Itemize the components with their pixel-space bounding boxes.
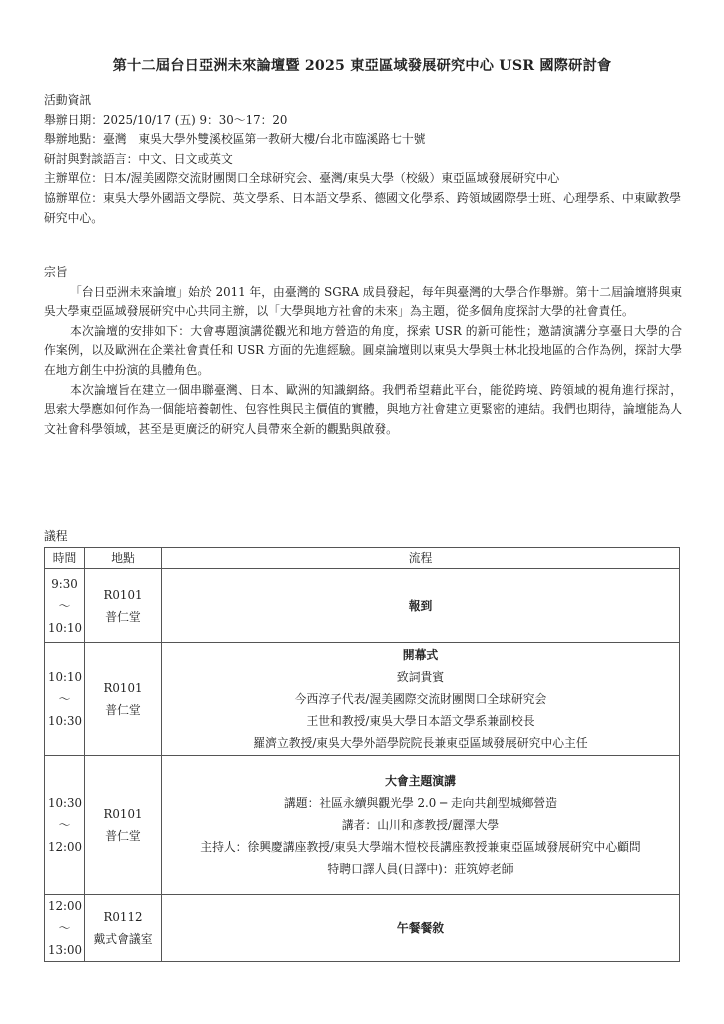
purpose-heading: 宗旨 [44,265,68,279]
location-cell [85,895,162,962]
flow-cell [162,756,680,895]
end-time: 10:30 [48,714,82,728]
column-header-flow: 流程 [162,548,680,569]
event-date: 舉辦日期：2025/10/17 (五) 9：30～17：20 [44,112,288,127]
flow-cell [162,643,680,756]
event-co-organizer: 協辦單位：東吳大學外國語文學院、英文學系、日本語文學系、德國文化學系、跨領域國際學士班、心理學系、中東歐教學研究中心。 [44,190,682,225]
room-number: R0101 [103,587,143,602]
location-cell [85,756,162,895]
time-separator: ～ [58,598,71,613]
time-cell [45,569,85,643]
end-time: 10:10 [48,620,82,635]
session-line: 羅濟立教授/東吳大學外語學院院長兼東亞區域發展研究中心主任 [253,736,588,750]
session-title: 大會主題演講 [385,774,456,788]
event-info-section [44,91,684,228]
start-time: 10:30 [48,796,82,810]
purpose-paragraph: 本次論壇的安排如下：大會專題演講從觀光和地方營造的角度，探索 USR 的新可能性；邀請演講分享臺日大學的合作案例，以及歐洲在企業社會責任和 USR 方面的先進經驗。圓桌論壇則以東吳大學與士林北投地區的合作為例，探討大學在地方創生中扮演的具體角色。 [44,323,682,377]
start-time: 12:00 [48,899,82,913]
location-cell [85,643,162,756]
session-line: 講者：山川和彥教授/麗澤大學 [341,818,500,832]
table-row [45,643,680,756]
session-line: 致詞貴賓 [396,670,445,684]
flow-cell [162,569,680,643]
agenda-table [44,547,680,962]
session-title: 午餐餐敘 [396,921,445,935]
end-time: 13:00 [48,943,82,957]
time-separator: ～ [58,921,71,935]
room-name: 普仁堂 [105,703,141,717]
session-line: 今西淳子代表/渥美國際交流財團関口全球研究会 [294,692,547,706]
room-number: R0112 [103,910,143,924]
time-cell [45,895,85,962]
time-separator: ～ [58,692,71,706]
session-line: 特聘口譯人員(日譯中)：莊筑婷老師 [327,862,514,876]
time-cell [45,756,85,895]
room-name: 戴式會議室 [93,932,153,946]
purpose-paragraph: 「台日亞洲未來論壇」始於 2011 年，由臺灣的 SGRA 成員發起，每年與臺灣的大學合作舉辦。第十二屆論壇將與東吳大學東亞區域發展研究中心共同主辦，以「大學與地方社會的未來」為主題，從多個角度探討大學的社會責任。 [44,284,682,319]
purpose-paragraph: 本次論壇旨在建立一個串聯臺灣、日本、歐洲的知識網絡。我們希望藉此平台，能從跨境、跨領域的視角進行探討，思索大學應如何作為一個能培養韌性、包容性與民主價值的實體，與地方社會建立更緊密的連結。我們也期待，論壇能為人文社會科學領域，甚至是更廣泛的研究人員帶來全新的觀點與啟發。 [44,382,682,436]
session-line: 講題：社區永續與觀光學 2.0 ─ 走向共創型城鄉營造 [283,796,558,810]
session-line: 王世和教授/東吳大學日本語文學系兼副校長 [306,714,535,728]
room-name: 普仁堂 [105,609,141,624]
start-time: 9:30 [51,576,78,591]
table-row [45,569,680,643]
column-header-location: 地點 [85,548,162,569]
agenda-header-row [45,548,680,569]
purpose-section [44,263,682,439]
location-cell [85,569,162,643]
session-title: 開幕式 [402,648,439,662]
document-title: 第十二屆台日亞洲未來論壇暨 2025 東亞區域發展研究中心 USR 國際研討會 [112,58,612,74]
table-row [45,895,680,962]
event-info-heading: 活動資訊 [44,93,92,107]
column-header-time: 時間 [45,548,85,569]
time-separator: ～ [58,818,71,832]
session-title: 報到 [408,598,433,613]
session-line: 主持人：徐興慶講座教授/東吳大學端木愷校長講座教授兼東亞區域發展研究中心顧問 [200,840,641,854]
agenda-heading: 議程 [44,529,68,543]
flow-cell [162,895,680,962]
event-language: 研討與對談語言：中文、日文或英文 [44,151,233,166]
room-number: R0101 [103,807,143,821]
time-cell [45,643,85,756]
table-row [45,756,680,895]
start-time: 10:10 [48,670,82,684]
end-time: 12:00 [48,840,82,854]
room-name: 普仁堂 [105,829,141,843]
room-number: R0101 [103,681,143,695]
event-organizer: 主辦單位：日本/渥美國際交流財團関口全球研究会、臺灣/東吳大學（校級）東亞區域發展研究中心 [44,171,560,186]
event-venue: 舉辦地點：臺灣 東吳大學外雙溪校區第一教研大樓/台北市臨溪路七十號 [44,132,426,147]
